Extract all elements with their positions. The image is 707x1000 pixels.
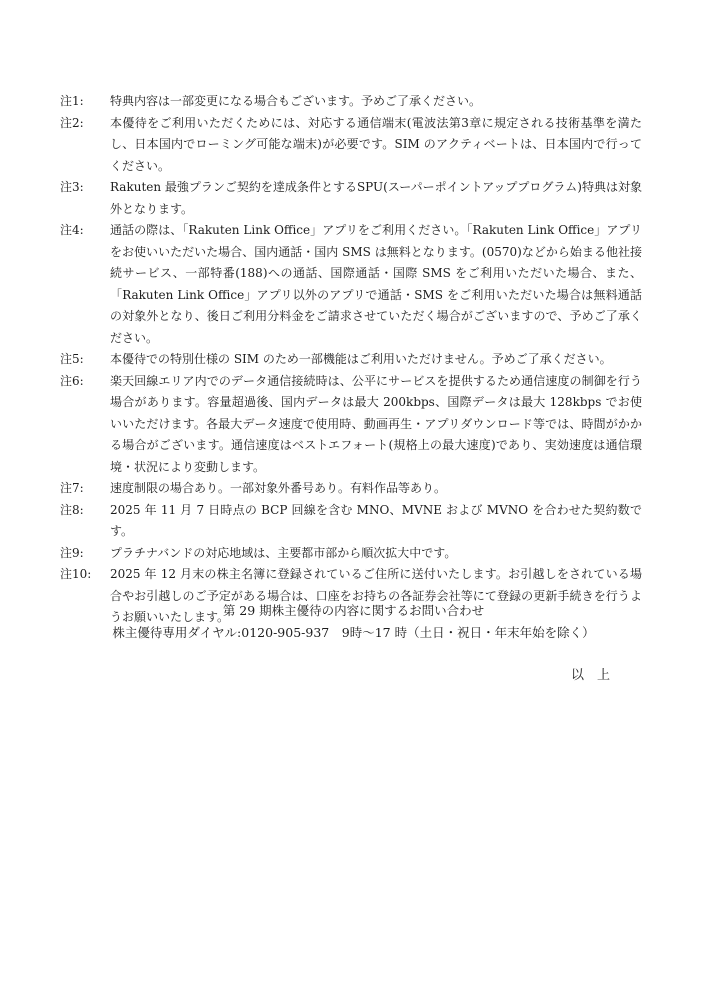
- note-item-4: [60, 220, 642, 349]
- note-label: 注7:: [60, 481, 84, 495]
- note-text: 速度制限の場合あり。一部対象外番号あり。有料作品等あり。: [110, 481, 447, 495]
- note-text: 本優待をご利用いただくためには、対応する通信端末(電波法第3章に規定される技術基準を満たし、日本国内でローミング可能な端末)が必要です。SIM のアクティベートは、日本国内で行ってください。: [110, 115, 642, 173]
- note-label: 注1:: [60, 94, 84, 108]
- note-label: 注9:: [60, 545, 84, 560]
- contact-phone-line: 株主優待専用ダイヤル:0120-905-937 9時～17 時（土日・祝日・年末年始を除く）: [112, 625, 595, 640]
- note-text: 2025 年 11 月 7 日時点の BCP 回線を含む MNO、MVNE および MVNO を合わせた契約数です。: [110, 502, 642, 538]
- note-label: 注2:: [60, 115, 84, 130]
- note-label: 注10:: [60, 567, 92, 581]
- note-label: 注8:: [60, 502, 84, 517]
- note-label: 注3:: [60, 180, 84, 194]
- note-item-7: [60, 478, 642, 500]
- footnotes-list: [60, 91, 642, 629]
- note-label: 注4:: [60, 223, 84, 237]
- contact-title: 第 29 期株主優待の内容に関するお問い合わせ: [222, 603, 485, 618]
- note-text: Rakuten 最強プランご契約を達成条件とするSPU(スーパーポイントアッププログラム)特典は対象外となります。: [110, 180, 642, 216]
- note-label: 注5:: [60, 352, 84, 366]
- note-text: 通話の際は、「Rakuten Link Office」アプリをご利用ください。「Rakuten Link Office」アプリをお使いいただいた場合、国内通話・国内 SMS は無料となります。(0570)などから始まる他社接続サービス、一部特番(188)への通話、国際通話・国際 SMS をご利用いただいた場合、また、「Rakuten Link Office」アプリ以外のアプリで通話・SMS をご利用いただいた場合は無料通話の対象外となり、後日ご利用分料金をご請求させていただく場合がございますので、予めご了承ください。: [110, 223, 642, 345]
- note-item-9: [60, 543, 642, 565]
- note-text: 特典内容は一部変更になる場合もございます。予めご了承ください。: [110, 94, 482, 108]
- note-text: 楽天回線エリア内でのデータ通信接続時は、公平にサービスを提供するため通信速度の制御を行う場合があります。容量超過後、国内データは最大 200kbps、国際データは最大 128kbps でお使いいただけます。各最大データ速度で使用時、動画再生・アプリダウンロード等では、時間がかかる場合がございます。通信速度はベストエフォート(規格上の最大速度)であり、実効速度は通信環境・状況により変動します。: [110, 373, 642, 474]
- note-item-3: [60, 177, 642, 220]
- note-text: プラチナバンドの対応地域は、主要都市部から順次拡大中です。: [110, 545, 457, 560]
- closing-label: 以 上: [570, 668, 610, 683]
- note-item-6: [60, 371, 642, 479]
- note-label: 注6:: [60, 373, 84, 388]
- note-item-1: [60, 91, 642, 113]
- note-item-5: [60, 349, 642, 371]
- note-item-8: [60, 500, 642, 543]
- note-item-2: [60, 113, 642, 178]
- contact-section: [0, 600, 707, 644]
- note-text: 2025 年 12 月末の株主名簿に登録されているご住所に送付いたします。お引越しをされている場合やお引越しのご予定がある場合は、口座をお持ちの各証券会社等にて登録の更新手続きを行うようお願いいたします。: [110, 567, 642, 624]
- note-text: 本優待での特別仕様の SIM のため一部機能はご利用いただけません。予めご了承ください。: [110, 352, 612, 366]
